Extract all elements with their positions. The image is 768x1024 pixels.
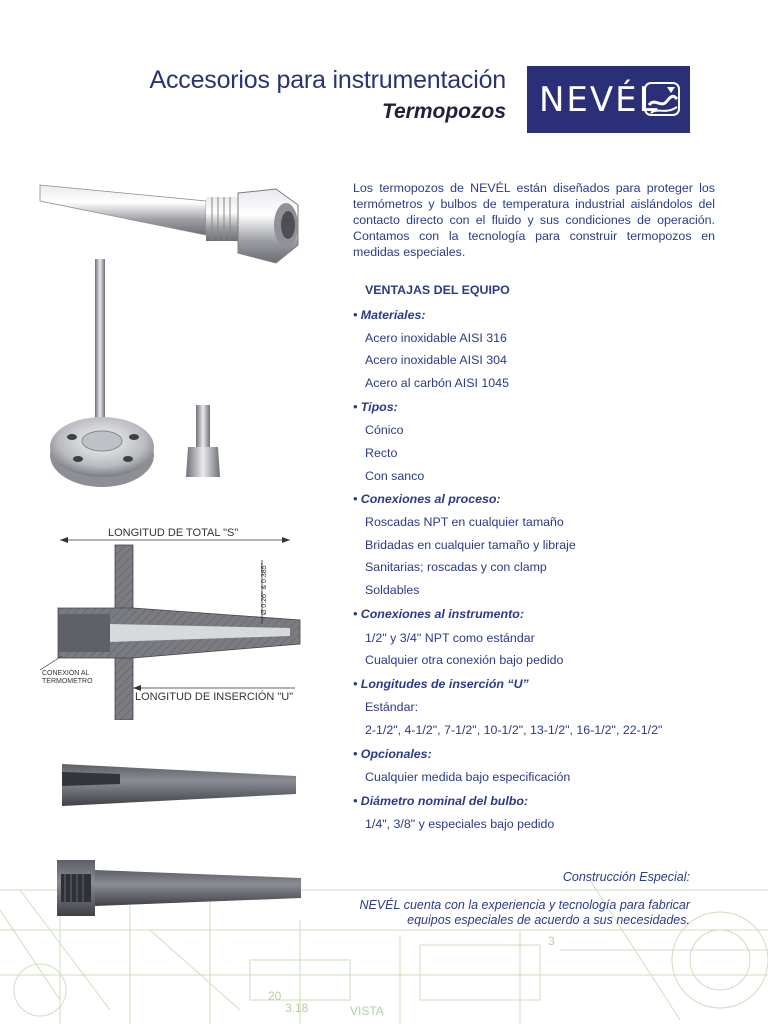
list-item: Cualquier medida bajo especificación	[365, 770, 571, 784]
list-item: 1/4", 3/8" y especiales bajo pedido	[365, 817, 555, 831]
section-tipos-label: • Tipos:	[353, 400, 398, 414]
section-materiales-label: • Materiales:	[353, 308, 426, 322]
list-item: Soldables	[365, 583, 420, 597]
list-item: Roscadas NPT en cualquier tamaño	[365, 515, 564, 529]
ventajas-heading: VENTAJAS DEL EQUIPO	[365, 283, 510, 297]
list-item: Acero al carbón AISI 1045	[365, 376, 509, 390]
logo-emblem-icon	[643, 79, 683, 119]
bg-mark-vista: VISTA	[350, 1004, 384, 1018]
list-item: Acero inoxidable AISI 304	[365, 353, 507, 367]
section-diametro-label: • Diámetro nominal del bulbo:	[353, 794, 529, 808]
special-construction-title: Construcción Especial:	[562, 870, 690, 884]
special-construction-text: NEVÉL cuenta con la experiencia y tecnología para fabricar equipos especiales de acuerdo a sus necesidades.	[359, 898, 690, 927]
list-item: Con sanco	[365, 469, 425, 483]
intro-paragraph: Los termopozos de NEVÉL están diseñados para proteger los termómetros y bulbos de temperatura industrial aislándolos del contacto directo con el fluido y sus condiciones de operación. Contamos con la tecnología para construir termopozos en medidas especiales.	[353, 181, 715, 259]
section-conexiones-instrumento-label: • Conexiones al instrumento:	[353, 607, 524, 621]
logo-text: NEVÉL	[539, 80, 660, 120]
connection-label-line2: TERMOMETRO	[42, 678, 93, 685]
list-item: Estándar:	[365, 700, 419, 714]
list-item: 1/2" y 3/4" NPT como estándar	[365, 631, 535, 645]
thermowell-photo-flanged	[48, 255, 228, 505]
diameter-label: Ø 0.26" & 0.385"	[261, 562, 268, 615]
page-title: Accesorios para instrumentación	[149, 66, 506, 94]
insertion-length-label: LONGITUD DE INSERCIÓN "U"	[135, 691, 294, 703]
list-item: Sanitarias; roscadas y con clamp	[365, 560, 547, 574]
list-item: Bridadas en cualquier tamaño y libraje	[365, 538, 576, 552]
bg-mark-318: 3.18	[285, 1001, 309, 1015]
list-item: Cualquier otra conexión bajo pedido	[365, 653, 564, 667]
nevel-logo	[527, 66, 690, 133]
thermowell-render-bar	[60, 760, 310, 810]
thermowell-render-threaded	[55, 856, 305, 926]
total-length-label: LONGITUD DE TOTAL "S"	[108, 527, 239, 539]
connection-label-line1: CONEXIÓN AL	[42, 670, 90, 677]
thermowell-technical-drawing	[40, 520, 310, 720]
list-item: 2-1/2", 4-1/2", 7-1/2", 10-1/2", 13-1/2", 16-1/2", 22-1/2"	[365, 723, 663, 737]
section-opcionales-label: • Opcionales:	[353, 747, 432, 761]
section-conexiones-proceso-label: • Conexiones al proceso:	[353, 492, 501, 506]
bg-mark-3: 3	[548, 934, 555, 948]
bg-mark-20: 20	[268, 989, 282, 1003]
page-subtitle: Termopozos	[381, 100, 506, 123]
list-item: Recto	[365, 446, 398, 460]
list-item: Acero inoxidable AISI 316	[365, 331, 507, 345]
list-item: Cónico	[365, 423, 404, 437]
section-longitudes-label: • Longitudes de inserción “U”	[353, 677, 529, 691]
